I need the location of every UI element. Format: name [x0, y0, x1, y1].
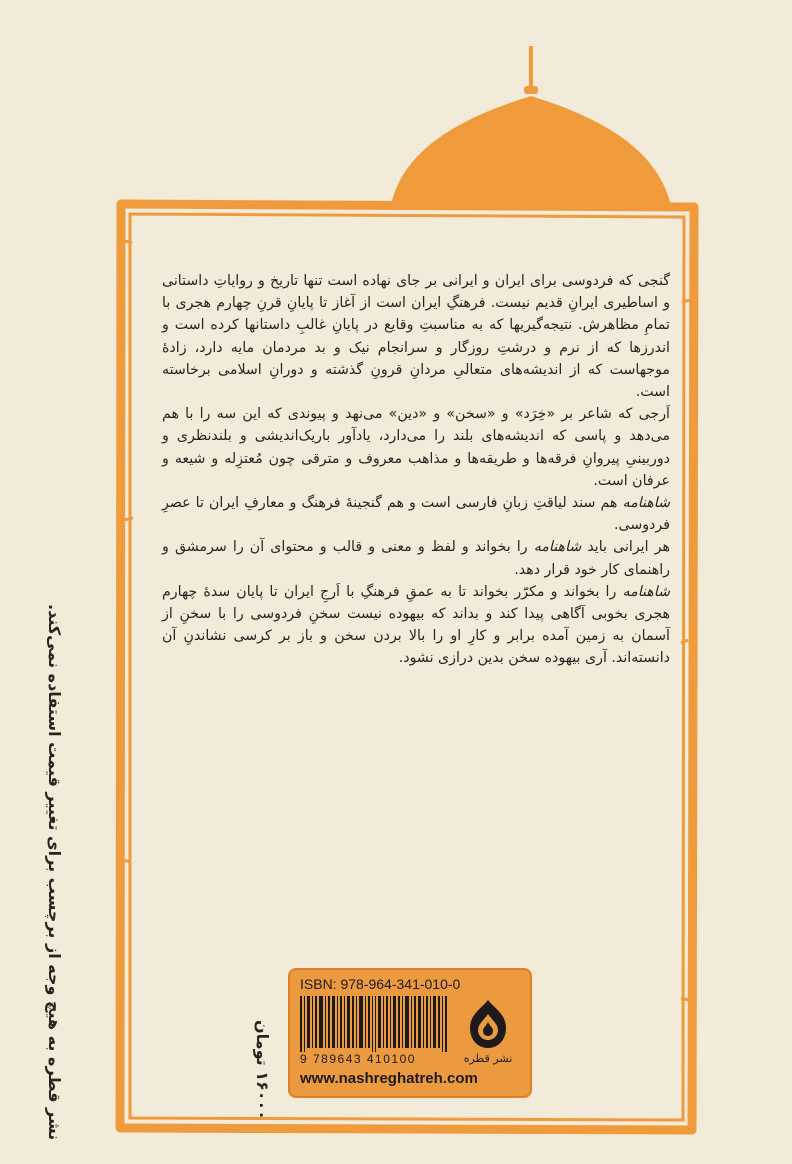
paragraph-3	[162, 492, 670, 536]
paragraph-3-text: هم سند لیاقتِ زبانِ فارسی است و هم گنجینهٔ فرهنگ و معارفِ ایران تا عصرِ فردوسی.	[162, 495, 670, 534]
paragraph-4-text-a: هر ایرانی باید	[581, 539, 670, 556]
price-label: ۱۶۰۰۰ تومان	[253, 1019, 272, 1120]
paragraph-4-text-b: را بخواند و لفظ و معنی و قالب و محتوای آن را سرمشق و راهنمای کار خود قرار دهد.	[162, 539, 670, 578]
barcode-panel	[288, 968, 532, 1098]
pricing-policy-note: نشر قطره به هیچ وجه از برچسب برای تغییر قیمت استفاده نمی‌کند.	[45, 603, 64, 1140]
paragraph-1: گنجی که فردوسی برای ایران و ایرانی بر جای نهاده است تنها تاریخ و روایاتِ داستانی و اساطیری ایرانِ قدیم نیست. فرهنگِ ایران است از آغاز تا پایانِ قرنِ چهارم هجری با تمامِ مظاهرش. نتیجه‌گیریها که به مناسبتِ وقایع در پایانِ غالبِ داستانها کرده است و اندرزها که از نرم و درشتِ روزگار و سرانجام نیک و بد مردمان مایه دارد، زادهٔ موجهاست که از اندیشه‌های متعالیِ مردانِ قرونِ گذشته و دورانِ اسلامی برخاسته است.	[162, 273, 670, 401]
shahnameh-title: شاهنامه	[533, 539, 582, 556]
publisher-website: www.nashreghatreh.com	[300, 1070, 478, 1087]
paragraph-5-text: را بخواند و مکرّر بخواند تا به عمقِ فرهنگِ با اَرجِ ایران تا پایان سدهٔ چهارم هجری بخوبی آگاهی پیدا کند و بداند که بیهوده نیست سخنِ فردوسی را با سخنِ از آسمان به زمین آمده برابر و کارِ او را بالا بردن سخن و باز بر کرسی نشاندنِ آن دانسته‌اند. آری بیهوده سخن بدین درازی نشود.	[162, 583, 670, 667]
barcode-bars	[298, 996, 454, 1052]
paragraph-4	[162, 536, 670, 580]
paragraph-2: اَرجی که شاعر بر «خِرَد» و «سخن» و «دین» می‌نهد و پیوندی که این سه را با هم می‌دهد و پاسی که اندیشه‌های بلند را می‌دارد، یادآور باریک‌اندیشی و بلندنظری و دوربینیِ پیروانِ فرقه‌ها و طریقه‌ها و مذاهب معروف و مترقی چون مُعتزِله و شیعه و عرفان است.	[162, 406, 670, 489]
shahnameh-title: شاهنامه	[622, 495, 670, 512]
description-text	[162, 270, 670, 670]
paragraph-5	[162, 581, 670, 670]
barcode-number: 9 789643 410100	[300, 1052, 416, 1066]
isbn-text: ISBN: 978-964-341-010-0	[300, 976, 461, 992]
shahnameh-title: شاهنامه	[622, 583, 670, 600]
nashr-ghatreh-logo-icon	[462, 998, 514, 1050]
publisher-name: نشر قطره	[463, 1052, 513, 1065]
